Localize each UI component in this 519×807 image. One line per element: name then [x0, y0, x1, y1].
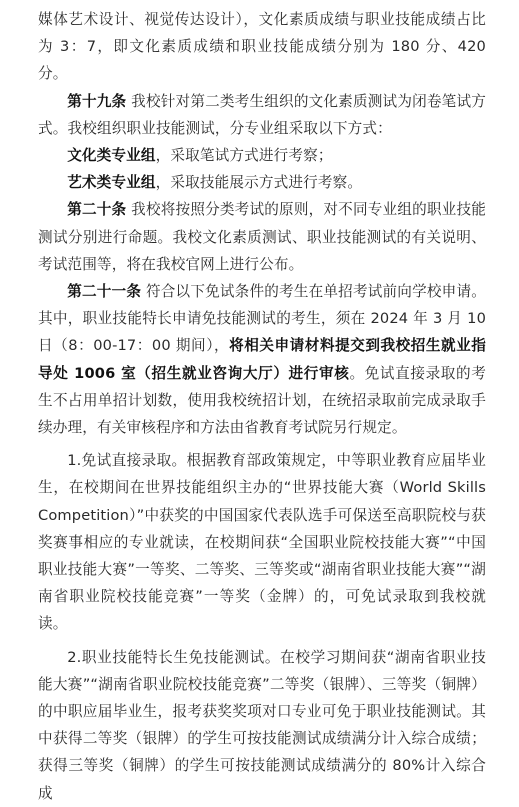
paragraph-text: 我校针对第二类考生组织的文化素质测试为闭卷笔试方式。我校组织职业技能测试，分专业组采取以下方式：	[38, 92, 486, 137]
item-direct-admission	[38, 447, 486, 637]
art-group-item	[38, 169, 486, 196]
document-page	[38, 6, 486, 807]
article-19	[38, 88, 486, 142]
paragraph-text: 媒体艺术设计、视觉传达设计），文化素质成绩与职业技能成绩占比为 3：7，即文化素质成绩和职业技能成绩分别为 180 分、420 分。	[38, 11, 486, 83]
article-heading: 第十九条	[67, 92, 127, 110]
paragraph-continuation	[38, 6, 486, 88]
item-skill-exemption	[38, 644, 486, 807]
article-21	[38, 278, 486, 441]
group-heading: 艺术类专业组	[67, 174, 156, 192]
paragraph-text: ，采取技能展示方式进行考察。	[155, 174, 363, 192]
article-heading: 第二十一条	[67, 283, 142, 301]
paragraph-text: 1.免试直接录取。根据教育部政策规定，中等职业教育应届毕业生，在校期间在世界技能组织主办的“世界技能大赛（World Skills Competition）”中获奖的中国国家代表队选手可保送至高职院校与获奖赛事相应的专业就读，在校期间获“全国职业院校技能大赛”“中国职业技能大赛”一等奖、二等奖、三等奖或“湖南省职业技能大赛”“湖南省职业院校技能竞赛”一等奖（金牌）的，可免试录取到我校就读。	[38, 452, 486, 633]
paragraph-text: 符合以下免试条件的考生在单招考试前向学校申请。其中，职业技能特长申请免技能测试的考生，须在 2024 年 3 月 10 日（8：00-17：00 期间），	[38, 283, 486, 355]
group-heading: 文化类专业组	[67, 147, 156, 165]
article-heading: 第二十条	[67, 201, 127, 219]
culture-group-item	[38, 142, 486, 169]
paragraph-text: 。免试直接录取的考生不占用单招计划数，使用我校统招计划，在统招录取前完成录取手续办理，有关审核程序和方法由省教育考试院另行规定。	[38, 364, 486, 437]
emphasized-text: 将相关申请材料提交到我校招生就业指导处 1006 室（招生就业咨询大厅）进行审核	[38, 337, 486, 382]
paragraph-text: ，采取笔试方式进行考察；	[155, 147, 333, 165]
paragraph-text: 我校将按照分类考试的原则，对不同专业组的职业技能测试分别进行命题。我校文化素质测试、职业技能测试的有关说明、考试范围等，将在我校官网上进行公布。	[38, 201, 486, 273]
article-20	[38, 196, 486, 278]
paragraph-text: 2.职业技能特长生免技能测试。在校学习期间获“湖南省职业技能大赛”“湖南省职业院校技能竞赛”二等奖（银牌）、三等奖（铜牌）的中职应届毕业生，报考获奖奖项对口专业可免于职业技能测试。其中获得二等奖（银牌）的学生可按技能测试成绩满分计入综合成绩；获得三等奖（铜牌）的学生可按技能测试成绩满分的 80%计入综合成	[38, 648, 486, 802]
